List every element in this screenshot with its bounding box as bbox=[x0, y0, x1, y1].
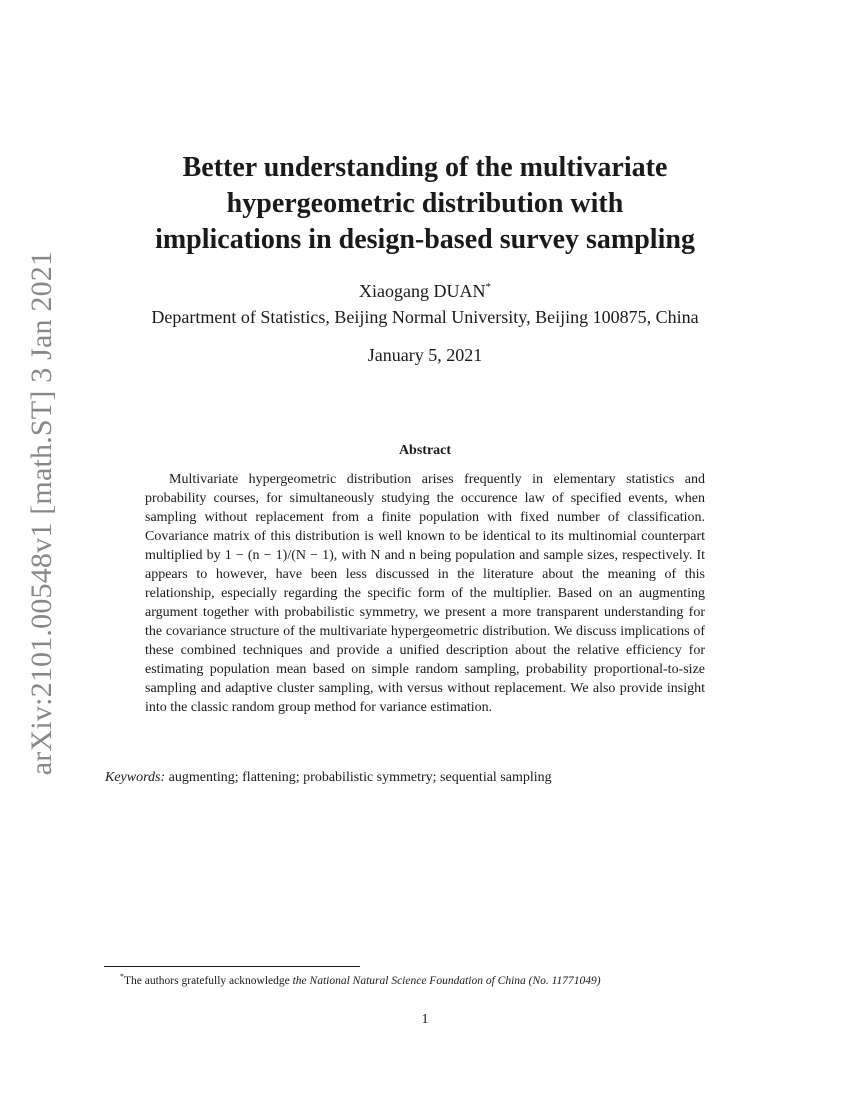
arxiv-identifier-stamp bbox=[22, 250, 62, 775]
title-line: hypergeometric distribution with bbox=[226, 188, 624, 219]
footnote-rule bbox=[104, 966, 360, 967]
abstract-body: Multivariate hypergeometric distribution arises frequently in elementary statistics and probability courses, for simultaneously studying the occurence law of specified events, when sampling without replacement from a finite population with fixed number of classification. Covariance matrix of this distribution is well known to be identical to its multinomial counterpart multiplied by 1 − (n − 1)/(N − 1), with N and n being population and sample sizes, respectively. It appears to however, have been less discussed in the literature about the meaning of this relationship, especially regarding the specific form of the multiplier. Based on an augmenting argument together with probabilistic symmetry, we present a more transparent understanding for the covariance structure of the multivariate hypergeometric distribution. We discuss implications of these combined techniques and provide a unified description about the relative efficiency for estimating population mean based on simple random sampling, probability proportional-to-size sampling and adaptive cluster sampling, with versus without replacement. We also provide insight into the classic random group method for variance estimation. bbox=[145, 472, 705, 715]
paper-title bbox=[90, 150, 760, 258]
author bbox=[90, 281, 760, 302]
footnote-plain-text: The authors gratefully acknowledge bbox=[124, 974, 293, 987]
author-footnote-marker: * bbox=[485, 281, 491, 293]
title-line: implications in design-based survey sampling bbox=[155, 224, 695, 255]
arxiv-stamp-text: arXiv:2101.00548v1 [math.ST] 3 Jan 2021 bbox=[25, 250, 59, 775]
abstract-heading: Abstract bbox=[398, 443, 452, 458]
footnote-funding-text: the National Natural Science Foundation of China (No. 11771049) bbox=[292, 974, 601, 987]
footnote bbox=[120, 972, 760, 987]
footnote-marker: * bbox=[120, 972, 124, 981]
author-name: Xiaogang DUAN bbox=[359, 281, 486, 301]
page-number: 1 bbox=[421, 1012, 429, 1027]
keywords-label: Keywords: bbox=[105, 770, 166, 785]
affiliation: Department of Statistics, Beijing Normal University, Beijing 100875, China bbox=[151, 307, 699, 327]
keywords bbox=[105, 770, 755, 786]
keywords-text: augmenting; flattening; probabilistic symmetry; sequential sampling bbox=[168, 770, 552, 785]
title-line: Better understanding of the multivariate bbox=[182, 152, 668, 183]
publication-date: January 5, 2021 bbox=[367, 345, 483, 365]
